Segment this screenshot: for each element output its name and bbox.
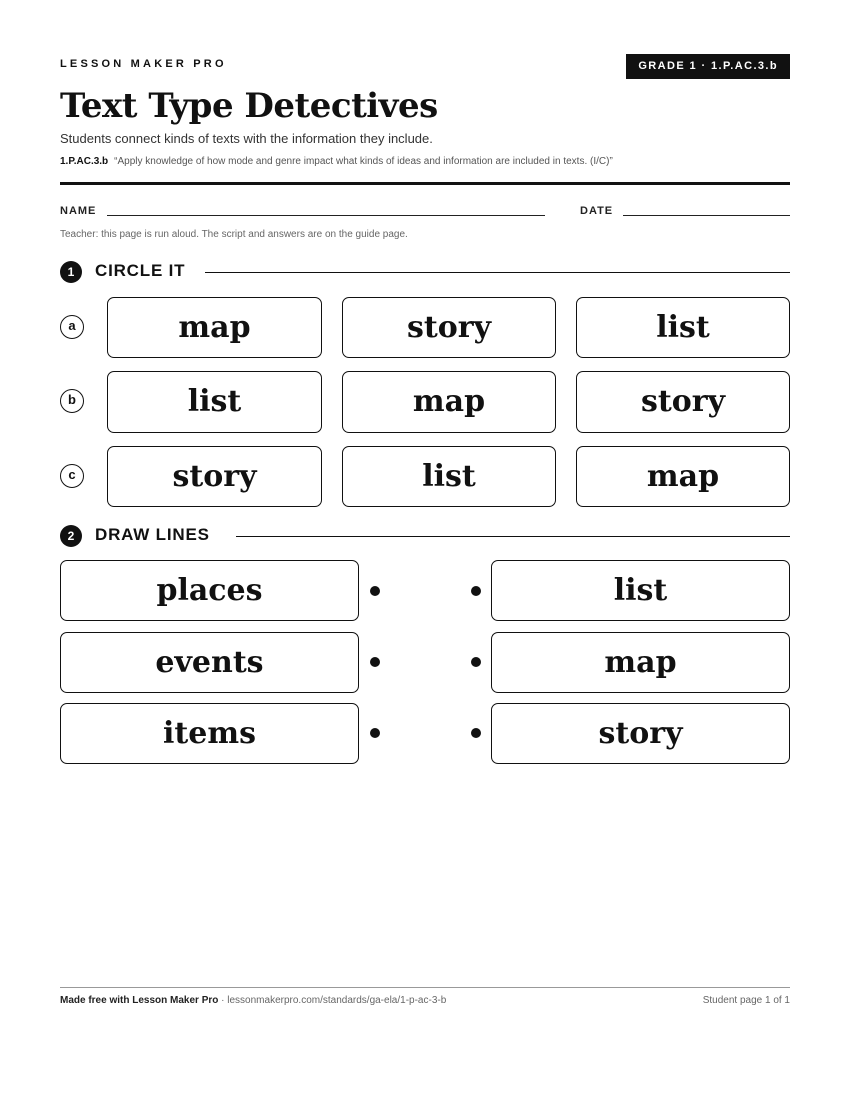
name-field[interactable] (107, 215, 545, 216)
row-letter-a: a (60, 315, 84, 339)
match-left-dot-3[interactable] (370, 728, 380, 738)
row-letter-c: c (60, 464, 84, 488)
circle-choice-a3[interactable]: list (576, 297, 790, 358)
circle-choice-a1[interactable]: map (107, 297, 322, 358)
worksheet-page (60, 0, 790, 1100)
match-right-story[interactable]: story (491, 703, 790, 764)
standard-text: “Apply knowledge of how mode and genre impact what kinds of ideas and information are included in texts. (I/C)” (114, 156, 613, 167)
match-right-map[interactable]: map (491, 632, 790, 693)
circle-choice-b2[interactable]: map (342, 371, 556, 433)
circle-choice-c3[interactable]: map (576, 446, 790, 507)
section-2-title: DRAW LINES (95, 525, 210, 544)
brand-name: LESSON MAKER PRO (60, 58, 227, 70)
section-1-title: CIRCLE IT (95, 261, 186, 280)
date-field[interactable] (623, 215, 790, 216)
date-label: DATE (580, 205, 614, 217)
footer-brand: Made free with Lesson Maker Pro (60, 995, 219, 1006)
section-2-header (60, 524, 790, 548)
match-right-list[interactable]: list (491, 560, 790, 621)
circle-choice-b1[interactable]: list (107, 371, 322, 433)
worksheet-subtitle: Students connect kinds of texts with the information they include. (60, 131, 433, 146)
match-right-dot-1[interactable] (471, 586, 481, 596)
circle-choice-c1[interactable]: story (107, 446, 322, 507)
footer-divider (60, 987, 790, 988)
match-right-dot-3[interactable] (471, 728, 481, 738)
section-1-rule (205, 272, 790, 273)
section-1-header (60, 260, 790, 284)
match-left-places[interactable]: places (60, 560, 359, 621)
section-2-rule (236, 536, 790, 537)
match-left-items[interactable]: items (60, 703, 359, 764)
name-label: NAME (60, 205, 97, 217)
match-left-dot-1[interactable] (370, 586, 380, 596)
circle-choice-a2[interactable]: story (342, 297, 556, 358)
header-divider (60, 182, 790, 185)
worksheet-title: Text Type Detectives (60, 86, 438, 126)
match-right-dot-2[interactable] (471, 657, 481, 667)
match-left-dot-2[interactable] (370, 657, 380, 667)
standard-line (60, 156, 613, 167)
circle-choice-b3[interactable]: story (576, 371, 790, 433)
footer-url[interactable]: · lessonmakerpro.com/standards/ga-ela/1-p-ac-3-b (218, 995, 447, 1006)
standard-code: 1.P.AC.3.b (60, 156, 109, 167)
match-left-events[interactable]: events (60, 632, 359, 693)
section-1-number: 1 (60, 261, 82, 283)
footer-page-label: Student page 1 of 1 (702, 995, 790, 1006)
row-letter-b: b (60, 389, 84, 413)
grade-badge: GRADE 1 · 1.P.AC.3.b (626, 54, 790, 79)
footer-credit (60, 995, 446, 1006)
section-2-number: 2 (60, 525, 82, 547)
teacher-note: Teacher: this page is run aloud. The script and answers are on the guide page. (60, 229, 408, 240)
circle-choice-c2[interactable]: list (342, 446, 556, 507)
